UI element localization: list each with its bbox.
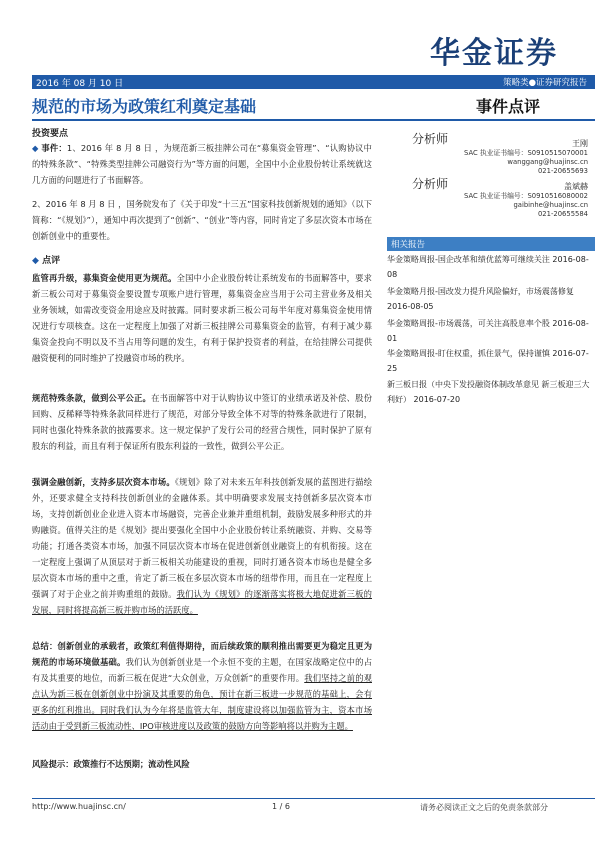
bullet-icon: ◆ xyxy=(32,143,42,153)
paragraph-finance-innovation xyxy=(32,474,372,618)
paragraph-lead: 监管再升级，募集资金使用更为规范。 xyxy=(32,273,177,283)
bullet-icon: ◆ xyxy=(32,256,43,266)
comment-heading xyxy=(32,253,60,266)
paragraph-body: 全国中小企业股份转让系统发布的书面解答中，要求新三板公司对于募集资金要设置专项账户进行管理，募集资金应当用于公司主营业务及相关业务领域，如需改变资金用途应及时披露。同时要求新三板公司每半年度对募集资金使用情况进行专项核查。这在一定程度上加强了对新三板挂牌公司募集资金的监管，有利于减少募集资金投向不明以及不当占用等问题的发生，有利于保护投资者的利益，在给挂牌公司提供融资便利的同时维护了投融资市场的秩序。 xyxy=(32,273,372,363)
report-category: 策略类●证券研究报告 xyxy=(503,78,587,88)
analyst-label: 分析师 xyxy=(412,132,449,146)
report-date: 2016 年 08 月 10 日 xyxy=(36,79,124,89)
paragraph-body: 在书面解答中对于认购协议中签订的业绩承诺及补偿、股份回购、反稀释等特殊条款同样进行了规范，对部分导致全体不对等的特殊条款进行了限制，同时也强化特殊条款的披露要求。这一规定保护了发行公司的经营合规性，同时保护了原有股东的利益，而且有利于保证所有股东利益的一致性，做到公平公正。 xyxy=(32,393,372,451)
analyst-phone: 021-20655693 xyxy=(537,167,588,175)
report-title: 规范的市场为政策红利奠定基础 xyxy=(32,97,257,116)
title-divider xyxy=(32,119,595,121)
related-report-item[interactable]: 华金策略月报-国改发力提升风险偏好，市场震荡修复 2016-08-05 xyxy=(387,287,574,311)
footer-url[interactable]: http://www.huajinsc.cn/ xyxy=(32,802,126,811)
related-report-item[interactable]: 华金策略周报-盯住权重，抓住景气，保持谨慎 2016-07-25 xyxy=(387,349,589,373)
analyst-name: 盖斌赫 xyxy=(564,182,588,191)
footer-divider xyxy=(32,798,595,799)
paragraph-body: 我们认为创新创业是一个永恒不变的主题，在国家战略定位中的占有及其重要的地位，而新三板在促进“大众创业，万众创新”的重要作用。 xyxy=(32,657,372,683)
header-bar xyxy=(32,75,595,89)
related-report-item[interactable]: 华金策略周报-国企改革和绩优蓝筹可继续关注 2016-08-08 xyxy=(387,255,589,279)
paragraph-underline: 我们认为《规划》的逐渐落实将极大地促进新三板的发展，同时将提高新三板并购市场的活跃度。 xyxy=(32,589,372,615)
comment-label: 点评 xyxy=(42,256,61,266)
analyst-cert: SAC 执业证书编号：S0910516080002 xyxy=(464,192,588,200)
paragraph-lead: 强调金融创新，支持多层次资本市场。 xyxy=(32,477,175,487)
report-type: 事件点评 xyxy=(476,97,541,116)
event-text-2: 2、2016 年 8 月 8 日 ，国务院发布了《关于印发“十三五”国家科技创新规划的通知》（以下简称：“《规划》”），通知中再次提到了“创新”、“创业”等内容，同时肯定了多层次资本市场在创新创业中的重要性。 xyxy=(32,199,372,241)
paragraph-body: 《规划》除了对未来五年科技创新发展的蓝图进行描绘外，还要求健全支持科技创新创业的金融体系。其中明确要求发展支持创新多层次资本市场，支持创新创业企业进入资本市场融资，完善企业兼并重组机制，鼓励发展多种形式的并购融资。值得关注的是《规划》提出要强化全国中小企业股份转让系统融资、并购、交易等功能；打通各类资本市场，加强不同层次资本市场在促进创新创业融资上的有机衔接。这在一定程度上强调了从顶层对于新三板相关功能建设的重视，同时打通各资本市场也是健全多层次资本市场的重中之重，肯定了新三板在多层次资本市场的纽带作用，而且在一定程度上强调了对于企业之前并购重组的鼓励。 xyxy=(32,477,372,599)
paragraph-special-terms xyxy=(32,390,372,454)
event-label: 事件： xyxy=(41,143,67,153)
related-reports-title: 相关报告 xyxy=(391,240,426,250)
related-reports-header xyxy=(387,237,595,251)
analyst-phone: 021-20655584 xyxy=(537,210,588,218)
analyst-label: 分析师 xyxy=(412,177,449,191)
analyst-name: 王刚 xyxy=(572,139,588,148)
paragraph-supervision xyxy=(32,270,372,366)
footer-disclaimer: 请务必阅读正文之后的免责条款部分 xyxy=(420,803,548,812)
company-logo: 华金证券 xyxy=(430,36,558,71)
paragraph-lead: 规范特殊条款，做到公平公正。 xyxy=(32,393,152,403)
analyst-email: gaibinhe@huajinsc.cn xyxy=(513,201,588,209)
paragraph-summary xyxy=(32,638,372,734)
risk-text: 政策推行不达预期；流动性风险 xyxy=(73,759,190,769)
page-number: 1 / 6 xyxy=(272,802,290,811)
related-report-item[interactable]: 新三板日报（中央下发投融资体制改革意见 新三板迎三大利好） 2016-07-20 xyxy=(387,380,590,404)
paragraph-lead: 总结：创新创业的承载者，政策红利值得期待，而后续政策的顺利推出需要更为稳定且更为规范的市场环境做基础。 xyxy=(32,641,372,667)
analyst-cert: SAC 执业证书编号：S0910515070001 xyxy=(464,149,588,157)
related-report-item[interactable]: 华金策略周报-市场震荡，可关注高股息率个股 2016-08-01 xyxy=(387,319,589,343)
event-text-1: 1、2016 年 8 月 8 日 ，为规范新三板挂牌公司在“募集资金管理”、“认购协议中的特殊条款”、“特殊类型挂牌公司融资行为”等方面的问题，全国中小企业股份转让系统就这几方面的问题进行了书面解答。 xyxy=(32,143,372,185)
event-paragraph-2 xyxy=(32,196,372,244)
paragraph-underline: 我们坚持之前的观点认为新三板在创新创业中扮演及其重要的角色，预计在新三板进一步规范的基础上，会有更多的红利推出。同时我们认为今年将是监管大年，制度建设将以加强监管为主，资本市场活动由于受到新三板流动性、IPO审核进度以及政策的鼓励方向等影响将以并购为主题。 xyxy=(32,673,372,731)
section-heading: 投资要点 xyxy=(32,129,69,139)
risk-warning xyxy=(32,756,372,772)
event-paragraph-1 xyxy=(32,140,372,188)
analyst-email: wanggang@huajinsc.cn xyxy=(507,158,588,166)
risk-label: 风险提示： xyxy=(32,759,74,769)
